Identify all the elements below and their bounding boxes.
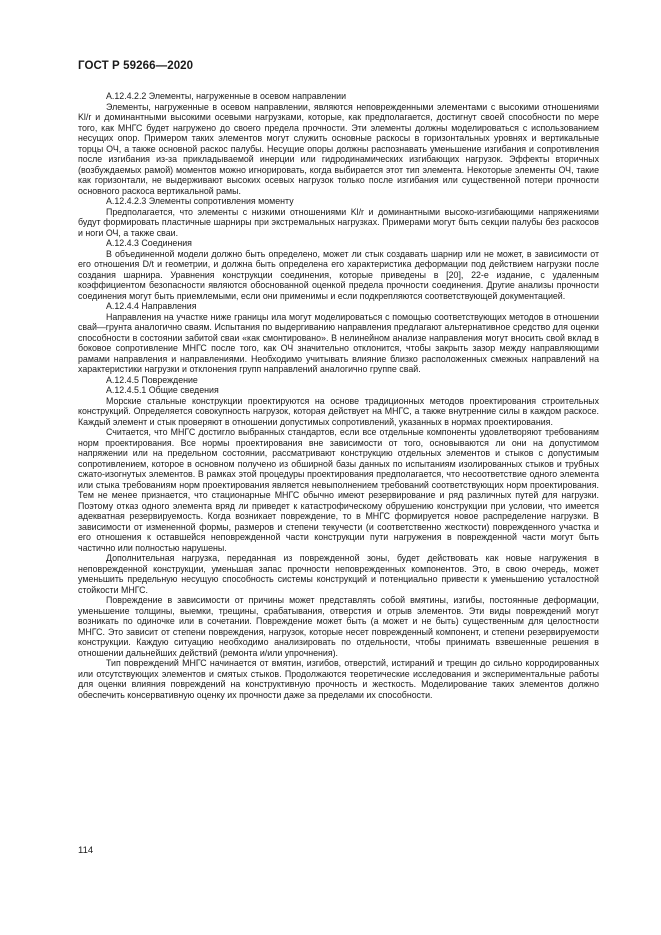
paragraph: В объединенной модели должно быть определено, может ли стык создавать шарнир или не может, в зависимости от его отношения D/t и геометрии, и должна быть определена его характеристика деформации под действием нагрузки после создания шарнира. Уравнения конструкции соединения, которые приведены в [20], 22-е издание, с удаленным коэффициентом безопасности являются обоснованной оценкой предела прочности соединения. Другие анализы прочности соединения могут быть приемлемыми, если они применимы и если подкрепляются соответствующей документацией.: [78, 248, 599, 301]
standard-header: ГОСТ Р 59266—2020: [78, 60, 194, 72]
body-text: [78, 91, 599, 700]
paragraph: Тип повреждений МНГС начинается от вмятин, изгибов, отверстий, истираний и трещин до сильно корродированных или отсутствующих элементов и смятых стыков. Продолжаются теоретические исследования и экспериментальные работы для оценки влияния повреждений на конструктивную прочность и жесткость. Моделирование таких элементов должно обеспечить консервативную оценку их прочности даже за пределами их способности.: [78, 658, 599, 700]
paragraph: Направления на участке ниже границы ила могут моделироваться с помощью соответствующих методов в отношении свай—грунта аналогично сваям. Испытания по выдергиванию направления предлагают альтернативное средство для оценки способности в состоянии забитой сваи «как смонтировано». В нелинейном анализе направления могут вносить свой вклад в боковое сопротивление МНГС после того, как ОЧ значительно отклонится, чтобы закрыть зазор между направляющими рамами направления и направлениями. Необходимо учитывать влияние близко расположенных смежных направлений на характеристики нагрузки и отклонения групп направлений аналогично группе свай.: [78, 311, 599, 374]
section-heading: А.12.4.5 Повреждение: [106, 374, 198, 385]
section-heading: А.12.4.4 Направления: [106, 301, 197, 311]
section-heading: А.12.4.2.3 Элементы сопротивления моменту: [106, 196, 294, 206]
paragraph: Дополнительная нагрузка, переданная из поврежденной зоны, будет действовать как новые нагружения в неповрежденной конструкции, уменьшая запас прочности неповрежденных компонентов. Это, в свою очередь, может уменьшить предельную несущую способность системы конструкций и потенциально привести к уменьшению усталостной стойкости МНГС.: [78, 553, 599, 595]
section-heading: А.12.4.5.1 Общие сведения: [106, 385, 219, 395]
section-heading: А.12.4.3 Соединения: [106, 238, 192, 248]
paragraph: Считается, что МНГС достигло выбранных стандартов, если все отдельные компоненты удовлетворяют требованиям норм проектирования. Все нормы проектирования вне зависимости от того, основываются ли они на допустимом напряжении или на предельном состоянии, рассматривают конструкцию отдельных элементов и стыков с допустимым сопротивлением, которое в основном получено из обширной базы данных по испытаниям изолированных стыков и трубных сжато-изогнутых элементов. В рамках этой процедуры проектирования предполагается, что несоответствие одного элемента или стыка требованиям норм проектирования является невыполнением требований соответствующих норм проектирования. Тем не менее признается, что стационарные МНГС обычно имеют резервирование и ряд различных путей для нагрузки. Поэтому отказ одного элемента вряд ли приведет к катастрофическому обрушению конструкции при условии, что имеется адекватная резервируемость. Когда возникает повреждение, то в МНГС формируется новое распределение нагрузки. В зависимости от измененной формы, размеров и степени текучести (и соответственно жесткости) поврежденного участка и его отношения к оставшейся неповрежденной части конструкции пути нагружения в поврежденной части могут быть частично или полностью нарушены.: [78, 427, 599, 553]
page-number: 114: [78, 845, 94, 856]
paragraph: Предполагается, что элементы с низкими отношениями Kl/r и доминантными высоко-изгибающими напряжениями будут формировать пластичные шарниры при экстремальных нагрузках. Примерами могут быть секции палубы без раскосов и ноги ОЧ, а также сваи.: [78, 206, 599, 238]
section-heading: А.12.4.2.2 Элементы, нагруженные в осевом направлении: [106, 91, 347, 101]
paragraph: Повреждение в зависимости от причины может представлять собой вмятины, изгибы, постоянные деформации, уменьшение толщины, выемки, трещины, срабатывания, отверстия и отрыв элементов. Эти виды повреждений могут возникать по одиночке или в сочетании. Повреждение может быть (а может и не быть) существенным для целостности МНГС. Это зависит от степени повреждения, нагрузок, которые несет поврежденный компонент, и степени резервируемости конструкции. Каждую ситуацию необходимо анализировать по отдельности, чтобы принимать взвешенные решения в отношении дальнейших действий (ремонта и/или упрочнения).: [78, 595, 599, 658]
paragraph: Морские стальные конструкции проектируются на основе традиционных методов проектирования строительных конструкций. Определяется совокупность нагрузок, которая действует на МНГС, а также внутренние силы в каждом раскосе. Каждый элемент и стык проверяют в отношении допустимых сопротивлений, указанных в нормах проектирования.: [78, 395, 599, 427]
paragraph: Элементы, нагруженные в осевом направлении, являются неповрежденными элементами с высокими отношениями Kl/r и доминантными высокими осевыми нагрузками, которые, как предполагается, достигнут своей способности по мере того, как МНГС будет нагружено до своего предела прочности. Эти элементы должны моделироваться с использованием несущих опор. Примером таких элементов могут служить основные раскосы в горизонтальных уровнях и вертикальные торцы ОЧ, а также основной раскос палубы. Несущие опоры должны распознавать уменьшение изгибания и сопротивления после изгибания из-за прикладываемой инерции или гидродинамических изгибающих нагрузок. Эффекты вторичных (возбуждаемых рамой) моментов можно игнорировать, когда выбирается этот тип элемента. Некоторые элементы ОЧ, такие как горизонтали, не выдерживают высоких осевых нагрузок только после изгибания или существенной потери прочности основного раскоса вертикальной рамы.: [78, 101, 599, 196]
